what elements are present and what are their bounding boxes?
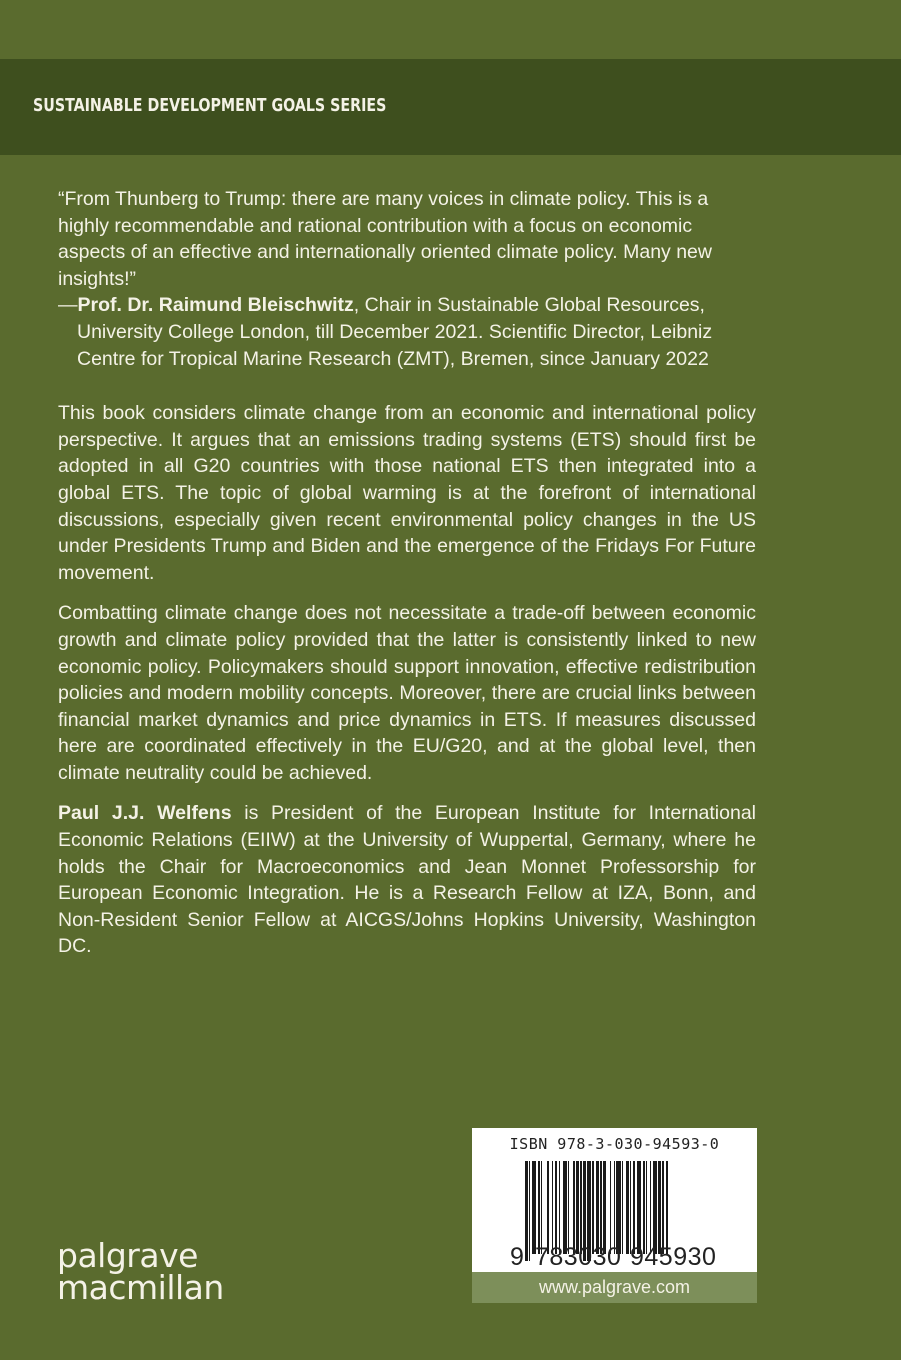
author-bio-text: is President of the European Institute for International Economic Relations (EIIW) at the University of Wuppertal, Germany, where he holds the Chair for Macroeconomics and Jean Monnet Professorship for European Economic Integration. He is a Research Fellow at IZA, Bonn, and Non-Resident Senior Fellow at AICGS/Johns Hopkins University, Washington DC. bbox=[58, 802, 756, 958]
endorsement-attribution bbox=[58, 292, 756, 372]
author-bio bbox=[58, 800, 756, 960]
description-paragraph-2: Combatting climate change does not necessitate a trade-off between economic growth and climate policy provided that the latter is consistently linked to new economic policy. Policymakers should support innovation, effective redistribution policies and modern mobility concepts. Moreover, there are crucial links between financial market dynamics and price dynamics in ETS. If measures discussed here are coordinated effectively in the EU/G20, and at the global level, then climate neutrality could be achieved. bbox=[58, 602, 756, 784]
publisher-logo bbox=[57, 1236, 224, 1307]
description-paragraph-1: This book considers climate change from an economic and international policy perspective. It argues that an emissions trading systems (ETS) should first be adopted in all G20 countries with those national ETS then integrated into a global ETS. The topic of global warming is at the forefront of international discussions, especially given recent environmental policy changes in the US under Presidents Trump and Biden and the emergence of the Fridays For Future movement. bbox=[58, 402, 756, 584]
publisher-url: www.palgrave.com bbox=[472, 1272, 757, 1303]
endorsement-quote: “From Thunberg to Trump: there are many voices in climate policy. This is a highly recommendable and rational contribution with a focus on economic aspects of an effective and internationally oriented climate policy. Many new insights!” bbox=[58, 188, 712, 290]
isbn-label: ISBN 978-3-030-94593-0 bbox=[509, 1135, 720, 1153]
logo-line-macmillan: macmillan bbox=[57, 1268, 224, 1307]
isbn-barcode bbox=[472, 1128, 757, 1272]
endorsement-affiliation: , Chair in Sustainable Global Resources, University College London, till December 2021. Scientific Director, Leibniz Centre for Tropical Marine Research (ZMT), Bremen, since January 2022 bbox=[77, 294, 713, 370]
em-dash: — bbox=[58, 294, 78, 317]
author-name: Paul J.J. Welfens bbox=[58, 802, 232, 825]
back-cover-content bbox=[58, 186, 756, 960]
barcode-digit-first: 9 bbox=[510, 1243, 524, 1271]
endorsement-author: Prof. Dr. Raimund Bleischwitz bbox=[77, 294, 354, 317]
series-title: SUSTAINABLE DEVELOPMENT GOALS SERIES bbox=[33, 95, 387, 116]
series-band bbox=[0, 59, 901, 155]
logo-line-palgrave: palgrave bbox=[57, 1236, 198, 1275]
barcode-digits-left: 783030 bbox=[535, 1243, 622, 1271]
barcode-digits-right: 945930 bbox=[630, 1243, 717, 1271]
